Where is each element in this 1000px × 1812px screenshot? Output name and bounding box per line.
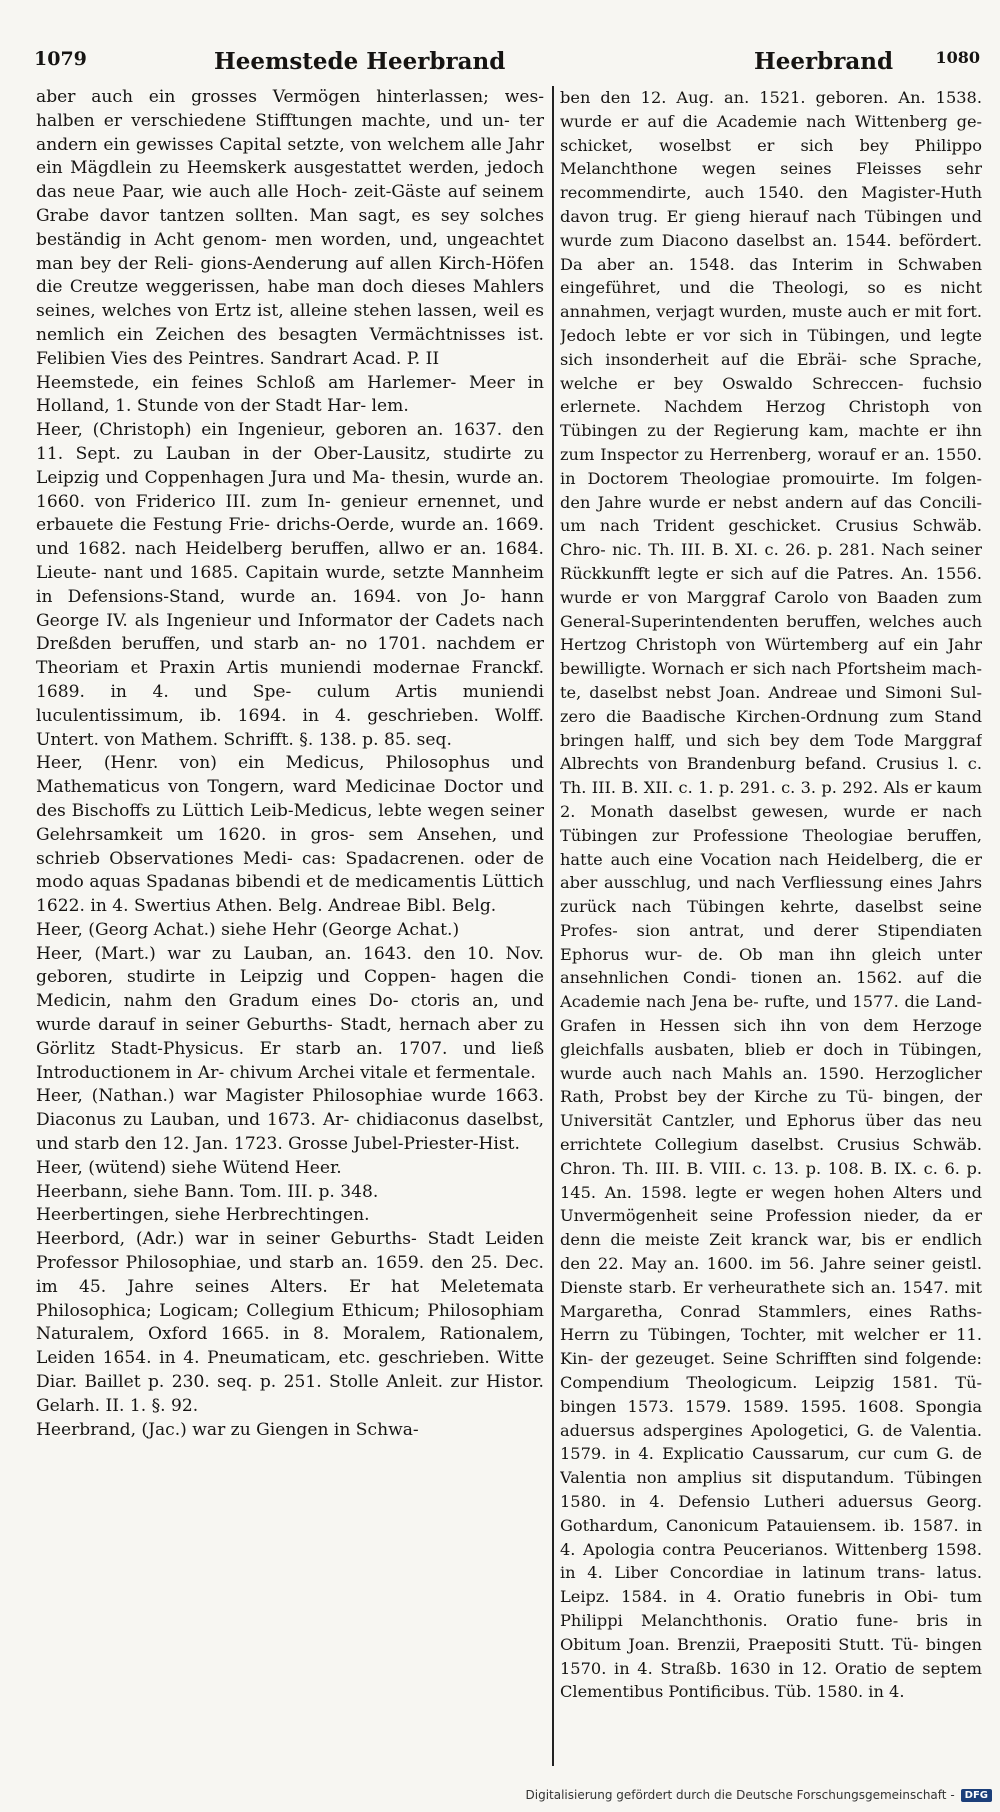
entry-heer-christoph: Heer, (Christoph) ein Ingenieur, geboren an. 1637. den 11. Sept. zu Lauban in der Ober-Lausitz, studirte zu Leipzig und Coppenhagen Jura und Ma- thesin, wurde an. 1660. von Friderico III. zum In- genieur ernennet, und erbauete die Festung Frie- drichs-Oerde, wurde an. 1669. und 1682. nach Heidelberg beruffen, allwo er an. 1684. Lieute- nant und 1685. Capitain wurde, setzte Mannheim in Defensions-Stand, wurde an. 1694. von Jo- hann George IV. als Ingenieur und Informator der Cadets nach Dreßden beruffen, und starb an- no 1701. nachdem er Theoriam et Praxin Artis muniendi modernae Franckf. 1689. in 4. und Spe- culum Artis muniendi luculentissimum, ib. 1694. in 4. geschrieben. Wolff. Untert. von Mathem. Schrifft. §. 138. p. 85. seq. xyxy=(36,420,544,750)
entry-heerbord: Heerbord, (Adr.) war in seiner Geburths- Stadt Leiden Professor Philosophiae, und starb an. 1659. den 25. Dec. im 45. Jahre seines Alters. Er hat Meletemata Philosophica; Logicam; Collegium Ethicum; Philosophiam Naturalem, Oxford 1665. in 8. Moralem, Rationalem, Leiden 1654. in 4. Pneumaticam, etc. geschrieben. Witte Diar. Baillet p. 230. seq. p. 251. Stolle Anleit. zur Histor. Gelarh. II. 1. §. 92. xyxy=(36,1229,544,1416)
entry-heer-georg: Heer, (Georg Achat.) siehe Hehr (George Achat.) xyxy=(36,919,460,940)
entry-heerbrand-start: Heerbrand, (Jac.) war zu Giengen in Schwa- xyxy=(36,1419,419,1440)
page-number-left: 1079 xyxy=(34,48,87,70)
entry-heerbrand-continued: ben den 12. Aug. an. 1521. geboren. An. 1538. wurde er auf die Academie nach Wittenberg ge- schicket, woselbst er sich bey Philippo Melanchthone wegen seines Fleisses sehr recommendirte, auch 1540. den Magister-Huth davon trug. Er gieng hierauf nach Tübingen und wurde zum Diacono daselbst an. 1544. befördert. Da aber an. 1548. das Interim in Schwaben eingeführet, und die Theologi, so es nicht annahmen, verjagt wurden, muste auch er mit fort. Jedoch lebte er vor sich in Tübingen, und legte sich insonderheit auf die Ebräi- sche Sprache, welche er bey Oswaldo Schreccen- fuchsio erlernete. Nachdem Herzog Christoph von Tübingen zu der Regierung kam, machte er ihn zum Inspector zu Herrenberg, worauf er an. 1550. in Doctorem Theologiae promouirte. Im folgen- den Jahre wurde er nebst andern auf das Concili- um nach Trident geschicket. Crusius Schwäb. Chro- nic. Th. III. B. XI. c. 26. p. 281. Nach seiner Rückkunfft legte er sich auf die Patres. An. 1556. wurde er von Marggraf Carolo von Baaden zum General-Superintendenten beruffen, welches auch Hertzog Christoph von Würtemberg auf ein Jahr bewilligte. Wornach er sich nach Pfortsheim mach- te, daselbst nebst Joan. Andreae und Simoni Sul- zero die Baadische Kirchen-Ordnung zum Stand bringen halff, und sich bey dem Tode Marggraf Albrechts von Brandenburg befand. Crusius l. c. Th. III. B. XII. c. 1. p. 291. c. 3. p. 292. Als er kaum 2. Monath daselbst gewesen, wurde er nach Tübingen zur Professione Theologiae beruffen, hatte auch eine Vocation nach Heidelberg, die er aber ausschlug, und nach Verfliessung eines Jahrs zurück nach Tübingen kehrte, daselbst seine Profes- sion antrat, und derer Stipendiaten Ephorus wur- de. Ob man ihn gleich unter ansehnlichen Condi- tionen an. 1562. auf die Academie nach Jena be- rufte, und 1577. die Land-Grafen in Hessen sich ihn von dem Herzoge gleichfalls ausbaten, blieb er doch in Tübingen, wurde auch nach Mahls an. 1590. Herzoglicher Rath, Probst bey der Kirche zu Tü- bingen, der Universität Cantzler, und Ephorus über das neu errichtete Collegium daselbst. Crusius Schwäb. Chron. Th. III. B. VIII. c. 13. p. 108. B. IX. c. 6. p. 145. An. 1598. legte er wegen hohen Alters und Unvermögenheit seine Profession nieder, da er denn die meiste Zeit kranck war, bis er endlich den 22. May an. 1600. im 56. Jahre seiner geistl. Dienste starb. Er verheurathete sich an. 1547. mit Margaretha, Conrad Stammlers, eines Raths- Herrn zu Tübingen, Tochter, mit welcher er 11. Kin- der gezeuget. Seine Schrifften sind folgende: Compendium Theologicum. Leipzig 1581. Tü- bingen 1573. 1579. 1589. 1595. 1608. Spongia aduersus adspergines Apologetici, G. de Valentia. 1579. in 4. Explicatio Caussarum, cur cum G. de Valentia non amplius sit disputandum. Tübingen 1580. in 4. Defensio Lutheri aduersus Georg. Gothardum, Canonicum Patauiensem. ib. 1587. in 4. Apologia contra Peucerianos. Wittenberg 1598. in 4. Liber Concordiae in latinum trans- latus. Leipz. 1584. in 4. Oratio funebris in Obi- tum Philippi Melanchthonis. Oratio fune- bris in Obitum Joan. Brenzii, Praepositi Stutt. Tü- bingen 1570. in 4. Straßb. 1630 in 12. Oratio de septem Clementibus Pontificibus. Tüb. 1580. in 4. xyxy=(560,88,982,1702)
left-column xyxy=(36,86,544,1442)
running-head-left: Heemstede Heerbrand xyxy=(214,48,506,75)
entry-heer-wuetend: Heer, (wütend) siehe Wütend Heer. xyxy=(36,1157,342,1178)
column-divider xyxy=(552,86,554,1766)
running-head-right: Heerbrand xyxy=(754,48,894,75)
page-number-right: 1080 xyxy=(935,48,980,67)
entry-heer-nathan: Heer, (Nathan.) war Magister Philosophiae wurde 1663. Diaconus zu Lauban, und 1673. Ar- chidiaconus daselbst, und starb den 12. Jan. 1723. Grosse Jubel-Priester-Hist. xyxy=(36,1086,544,1155)
entry-paragraph: aber auch ein grosses Vermögen hinterlassen; wes- halben er verschiedene Stifftungen machte, und un- ter andern ein gewisses Capital setzte, von welchem alle Jahr ein Mägdlein zu Heemskerk ausgestattet werden, jedoch das neue Paar, wie auch alle Hoch- zeit-Gäste auf seinem Grabe davor tantzen sollten. Man sagt, es sey solches beständig in Acht genom- men worden, und, ungeachtet man bey der Reli- gions-Aenderung auf allen Kirch-Höfen die Creutze weggerissen, habe man doch dieses Mahlers seines, welches von Ertz ist, alleine stehen lassen, weil es nemlich ein Zeichen des besagten Vermächtnisses ist. Felibien Vies des Peintres. Sandrart Acad. P. II xyxy=(36,87,544,369)
page-header xyxy=(34,48,980,84)
digitization-footer xyxy=(526,1786,993,1804)
entry-heemstede: Heemstede, ein feines Schloß am Harlemer- Meer in Holland, 1. Stunde von der Stadt Har- lem. xyxy=(36,372,544,417)
dfg-logo: DFG xyxy=(961,1789,992,1802)
entry-heerbann: Heerbann, siehe Bann. Tom. III. p. 348. xyxy=(36,1181,379,1202)
footer-text: Digitalisierung gefördert durch die Deutsche Forschungsgemeinschaft - xyxy=(525,1788,955,1802)
entry-heer-henr: Heer, (Henr. von) ein Medicus, Philosophus und Mathematicus von Tongern, ward Medicinae Doctor und des Bischoffs zu Lüttich Leib-Medicus, lebte wegen seiner Gelehrsamkeit um 1620. in gros- sem Ansehen, und schrieb Observationes Medi- cas: Spadacrenen. oder de modo aquas Spadanas bibendi et de medicamentis Lüttich 1622. in 4. Swertius Athen. Belg. Andreae Bibl. Belg. xyxy=(36,753,544,917)
right-column xyxy=(560,86,982,1704)
entry-heerbertingen: Heerbertingen, siehe Herbrechtingen. xyxy=(36,1205,370,1226)
entry-heer-mart: Heer, (Mart.) war zu Lauban, an. 1643. den 10. Nov. geboren, studirte in Leipzig und Coppen- hagen die Medicin, nahm den Gradum eines Do- ctoris an, und wurde darauf in seiner Geburths- Stadt, hernach aber zu Görlitz Stadt-Physicus. Er starb an. 1707. und ließ Introductionem in Ar- chivum Archei vitale et fermentale. xyxy=(36,943,544,1083)
